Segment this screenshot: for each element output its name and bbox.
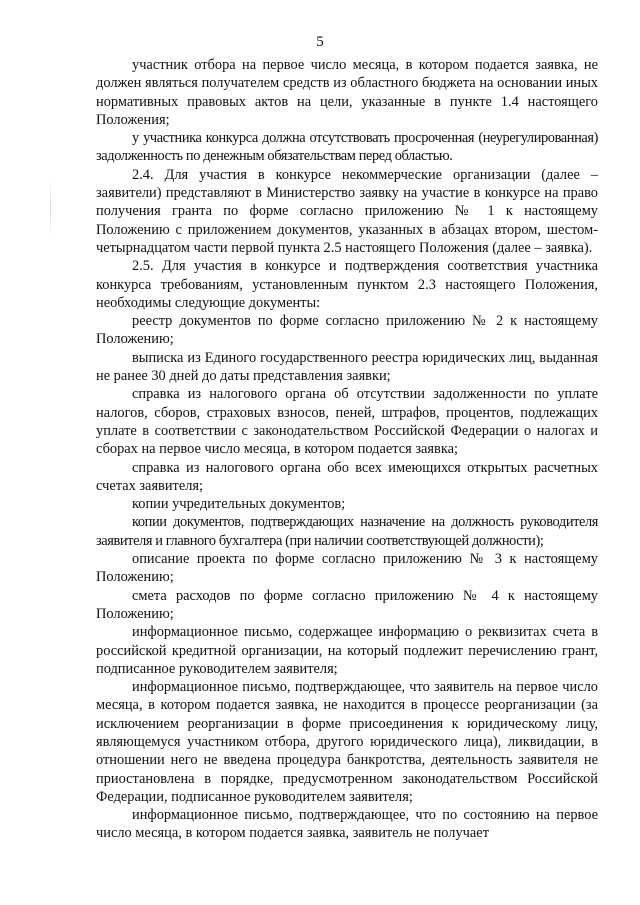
paragraph: информационное письмо, содержащее информацию о реквизитах счета в российской кредитной организации, на который подлежит перечислению грант, подписанное руководителем заявителя; [96,624,598,677]
paragraph: информационное письмо, подтверждающее, что по состоянию на первое число месяца, в котором подается заявка, заявитель не получает [96,807,598,842]
page-number: 5 [316,34,324,50]
paragraph: у участника конкурса должна отсутствовать просроченная (неурегулированная) задолженность по денежным обязательствам перед областью. [96,130,598,165]
document-body [96,56,598,843]
paragraph: справка из налогового органа обо всех имеющихся открытых расчетных счетах заявителя; [96,459,598,494]
scan-edge-mark [50,178,51,238]
paragraph: копии учредительных документов; [132,496,346,513]
paragraph: смета расходов по форме согласно приложению № 4 к настоящему Положению; [96,587,598,622]
paragraph: копии документов, подтверждающих назначение на должность руководителя заявителя и главного бухгалтера (при наличии соответствующей должности); [96,514,598,549]
paragraph: участник отбора на первое число месяца, в котором подается заявка, не должен являться получателем средств из областного бюджета на основании иных нормативных правовых актов на цели, указанные в пункте 1.4 настоящего Положения; [96,57,598,128]
paragraph: справка из налогового органа об отсутствии задолженности по уплате налогов, сборов, страховых взносов, пеней, штрафов, процентов, подлежащих уплате в соответствии с законодательством Российской Федерации о налогах и сборах на первое число месяца, в котором подается заявка; [96,386,598,458]
paragraph: информационное письмо, подтверждающее, что заявитель на первое число месяца, в котором подается заявка, не находится в процессе реорганизации (за исключением реорганизации в форме присоединения к юридическому лицу, являющемуся участником отбора, другого юридического лица), ликвидации, в отношении него не введена процедура банкротства, деятельность заявителя не приостановлена в порядке, предусмотренном законодательством Российской Федерации, подписанное руководителем заявителя; [96,679,598,805]
paragraph: 2.5. Для участия в конкурсе и подтверждения соответствия участника конкурса требованиям, установленным пунктом 2.3 настоящего Положения, необходимы следующие документы: [96,258,598,311]
paragraph: описание проекта по форме согласно приложению № 3 к настоящему Положению; [96,551,598,586]
paragraph: реестр документов по форме согласно приложению № 2 к настоящему Положению; [96,313,598,348]
paragraph: выписка из Единого государственного реестра юридических лиц, выданная не ранее 30 дней до даты представления заявки; [96,349,598,385]
paragraph: 2.4. Для участия в конкурсе некоммерческие организации (далее – заявители) представляют в Министерство заявку на участие в конкурсе на право получения гранта по форме согласно приложению № 1 к настоящему Положению с приложением документов, указанных в абзацах втором, шестом-четырнадцатом части первой пункта 2.5 настоящего Положения (далее – заявка). [96,166,598,256]
